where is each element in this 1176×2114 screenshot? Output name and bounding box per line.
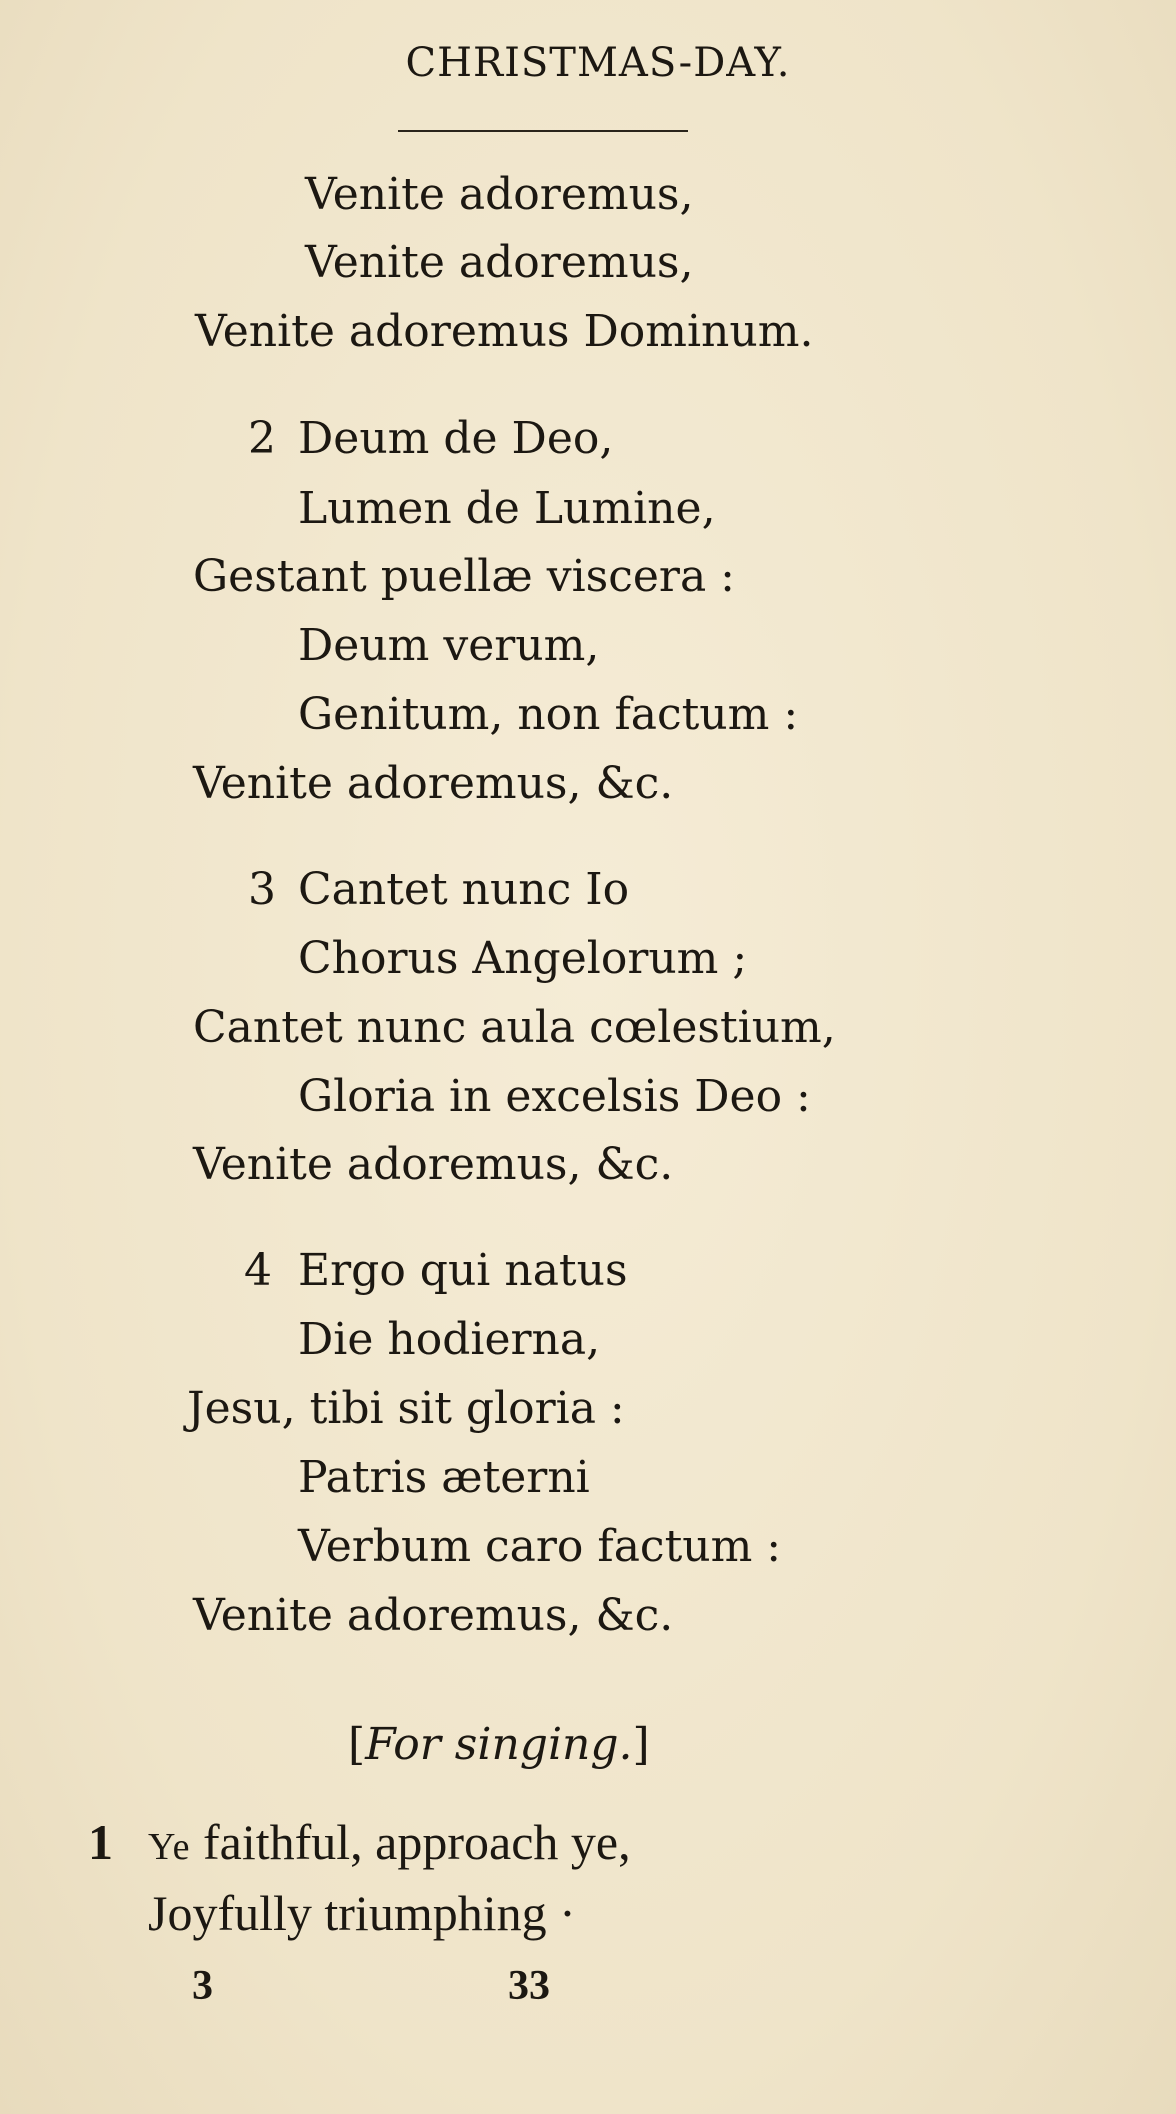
header-rule — [398, 130, 688, 132]
verse-3-line-5: Venite adoremus, &c. — [193, 1139, 674, 1190]
verse-2-line-6: Venite adoremus, &c. — [193, 758, 674, 809]
close-bracket: ] — [632, 1719, 650, 1770]
verse-2-line-5: Genitum, non factum : — [298, 689, 799, 740]
drop-small-caps-word: Ye — [148, 1826, 191, 1868]
verse-4-line-5: Verbum caro factum : — [298, 1521, 782, 1572]
running-header: CHRISTMAS-DAY. — [405, 40, 791, 86]
verse-4-number: 4 — [244, 1245, 272, 1296]
english-line-1 — [148, 1814, 631, 1870]
verse-4-line-1: Ergo qui natus — [298, 1245, 628, 1296]
chorus-line-1: Venite adoremus, — [305, 169, 694, 220]
section-heading-label: For singing. — [365, 1719, 633, 1770]
chorus-line-2: Venite adoremus, — [305, 237, 694, 288]
verse-2-number: 2 — [248, 413, 276, 464]
english-line-2: Joyfully triumphing · — [148, 1885, 576, 1941]
verse-2-line-1: Deum de Deo, — [298, 413, 614, 464]
verse-2-line-2: Lumen de Lumine, — [298, 483, 716, 534]
verse-3-line-3: Cantet nunc aula cœlestium, — [193, 1002, 836, 1053]
verse-3-line-2: Chorus Angelorum ; — [298, 933, 748, 984]
verse-3-line-1: Cantet nunc Io — [298, 864, 630, 915]
verse-4-line-3: Jesu, tibi sit gloria : — [187, 1383, 625, 1434]
signature-mark: 3 — [192, 1963, 213, 2009]
chorus-line-3: Venite adoremus Dominum. — [195, 306, 814, 357]
page-number: 33 — [508, 1963, 550, 2009]
verse-2-line-4: Deum verum, — [298, 620, 600, 671]
verse-2-line-3: Gestant puellæ viscera : — [193, 551, 735, 602]
verse-4-line-4: Patris æterni — [298, 1452, 590, 1503]
open-bracket: [ — [348, 1719, 366, 1770]
verse-3-number: 3 — [248, 864, 276, 915]
verse-3-line-4: Gloria in excelsis Deo : — [298, 1071, 811, 1122]
english-line-1-rest: faithful, approach ye, — [203, 1814, 631, 1870]
verse-4-line-6: Venite adoremus, &c. — [193, 1590, 674, 1641]
english-verse-number: 1 — [88, 1814, 113, 1870]
verse-4-line-2: Die hodierna, — [298, 1314, 601, 1365]
section-heading — [348, 1719, 650, 1770]
